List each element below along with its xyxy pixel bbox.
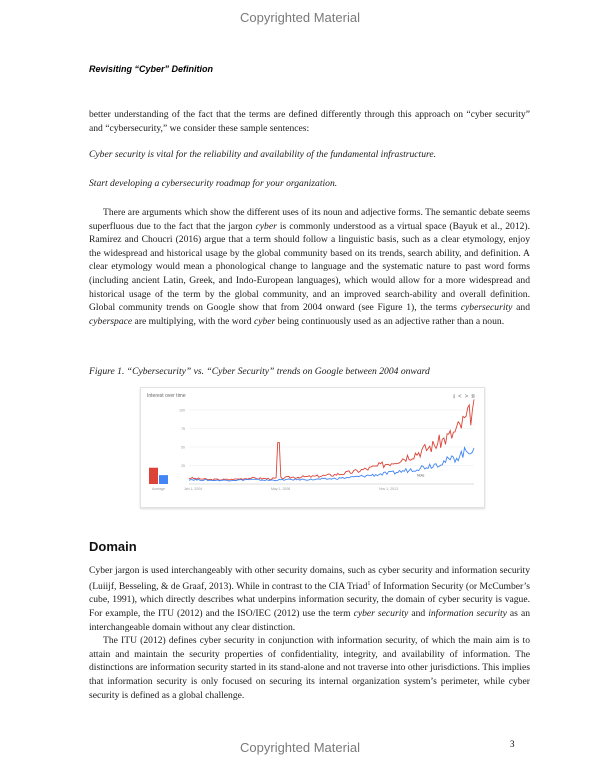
download-icon[interactable]: ⭳ [453,394,459,400]
figure-caption: Figure 1. “Cybersecurity” vs. “Cyber Security” trends on Google between 2004 onward [89,366,430,377]
domain-paragraph-2: The ITU (2012) defines cyber security in conjunction with information security, of which the main aim is to attain and maintain the security properties of confidentiality, integrity, and availability of information. The distinctions are information security started in its stand-alone and not traverse into other jurisdictions. This implies that information security is only focused on securing its internal organization system’s perimeter, while cyber security is defined as a global challenge. [89,635,530,701]
p1-text: There are arguments which show the different uses of its noun and adjective forms. The semantic debate seems superfluous due to the fact that the jargon [89,207,530,232]
dp1-text: as an interchangeable domain without any clear distinction. [89,607,530,633]
example-sentence-2: Start developing a cybersecurity roadmap for your organization. [89,178,338,189]
dp1-em: information security [428,607,507,619]
intro-paragraph [89,108,530,135]
domain-paragraphs [89,564,530,702]
embed-icon[interactable]: <> [458,394,472,400]
running-head: Revisiting “Cyber” Definition [89,64,214,74]
x-tick-label: May 1, 2008 [270,487,291,491]
y-tick-label: 25 [181,464,185,468]
dp1-text: and [408,607,429,619]
watermark-bottom: Copyrighted Material [240,740,360,755]
footnote-marker: 1 [367,580,371,587]
chart-title: Interest over time [147,393,186,399]
average-bar [149,468,158,484]
intro-text: better understanding of the fact that the terms are defined differently through this approach on “cyber security” and “cybersecurity,” we consider these sample sentences: [89,109,530,134]
y-tick-label: 100 [179,408,185,413]
watermark-top: Copyrighted Material [240,10,360,25]
y-tick-label: 75 [181,427,185,431]
p1-em: cyberspace [89,315,133,327]
page-number: 3 [510,739,515,749]
average-label: Average [152,487,165,491]
trends-chart [140,387,485,508]
example-sentence-1: Cyber security is vital for the reliability and availability of the fundamental infrastructure. [89,149,437,160]
p1-text: being continuously used as an adjective rather than a noun. [275,315,505,327]
y-tick-label: 50 [181,445,185,450]
p1-text: are multiplying, with the word [132,315,254,327]
share-icon[interactable]: ⮁ [471,394,478,400]
p1-em: cyber [255,220,277,232]
paragraph-arguments [89,206,530,328]
dp1-em: cyber security [353,607,409,619]
average-bar [159,475,168,484]
p1-text: and [512,302,530,314]
x-tick-label: Nov 1, 2013 [379,487,398,491]
x-tick-label: Jan 1, 2004 [183,487,203,491]
dp1-text: Cyber jargon is used interchangeably with other security domains, such as cyber security and information security (Luiijf, Besseling, & de Graaf, 2013). While in contrast to the CIA Triad [89,565,530,592]
p1-em: cyber [253,315,276,327]
dp1-text: of Information Security (or McCumber’s cube, 1991), which directly describes what underpins information security, the domain of cyber security is vague. For example, the ITU (2012) and the ISO/IEC (2012) use the term [89,580,530,619]
p1-text: is commonly understood as a virtual space (Bayuk et al., 2012). Ramirez and Choucri (2016) argue that a term should follow a linguistic basis, such as a clear etymology, enjoy the widespread and historical usage by the global community based on its trends, search ability, and definition. A clear etymology would mean a phonological change to language and the systematic nature to past word forms (including ancient Latin, Greek, and Indo-European languages), which would allow for a more widespread and historical usage of the term by the global community, and an improved search-ability and overall definition. Global community trends on Google show that from 2004 onward (see Figure 1), the terms [89,220,531,314]
section-heading-domain: Domain [89,539,137,554]
p1-em: cybersecurity [460,302,513,314]
chart-annotation: Note [417,473,425,478]
trend-plot [141,388,484,507]
